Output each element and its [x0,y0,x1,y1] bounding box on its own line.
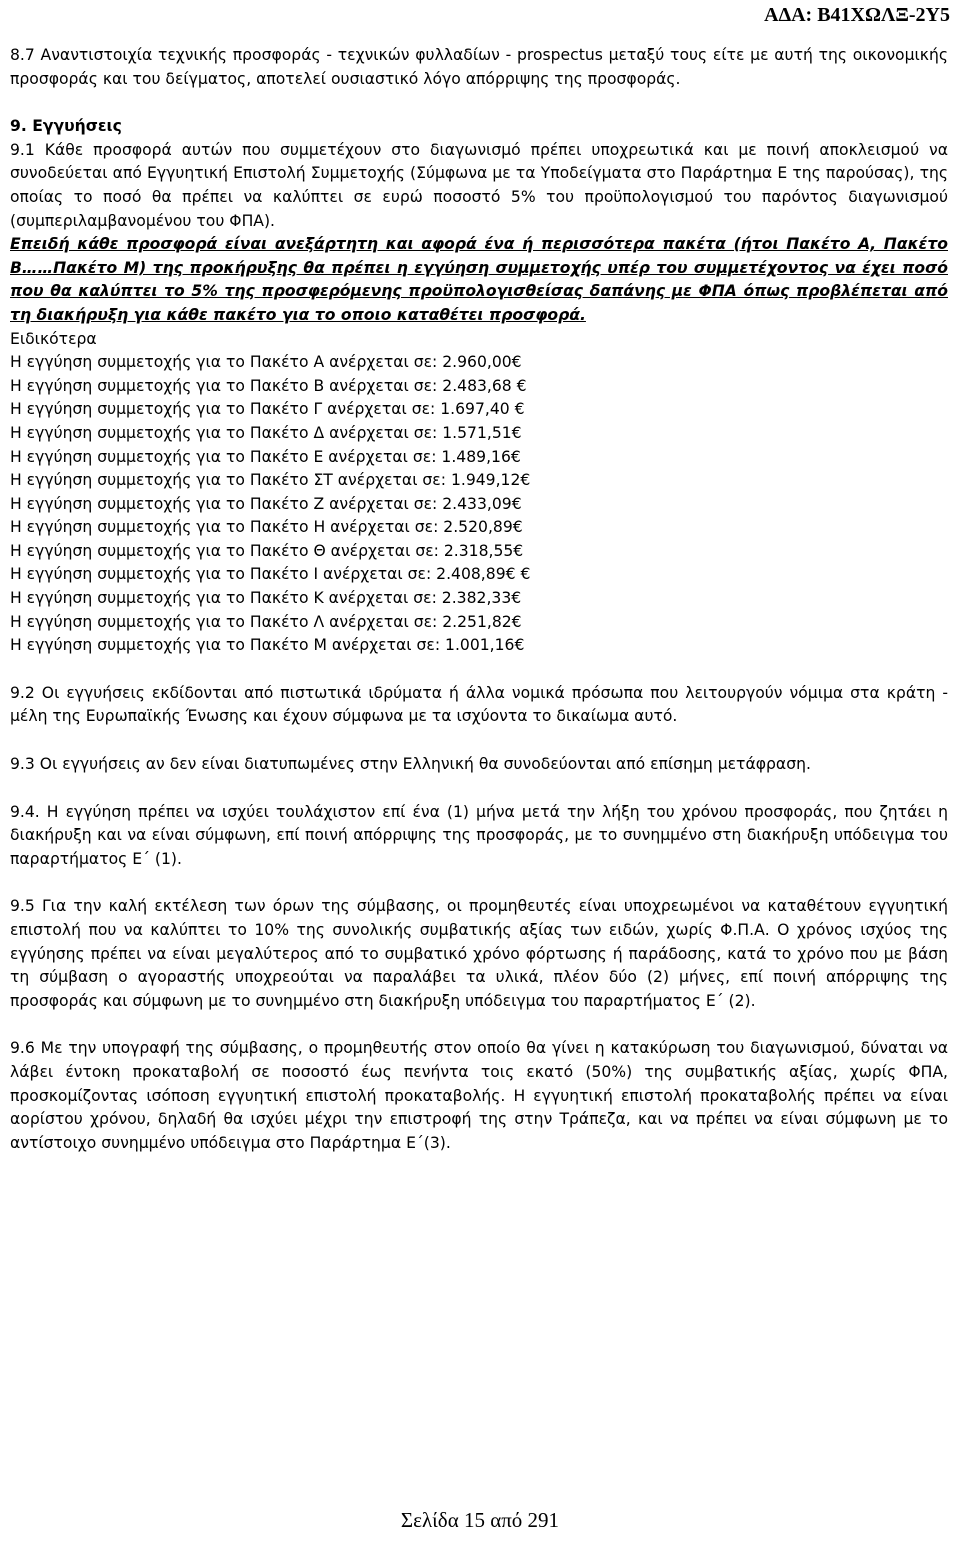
guarantee-item: Η εγγύηση συμμετοχής για το Πακέτο Ι ανέρχεται σε: 2.408,89€ € [10,565,531,584]
guarantee-item: Η εγγύηση συμμετοχής για το Πακέτο Α ανέρχεται σε: 2.960,00€ [10,353,522,372]
guarantee-item: Η εγγύηση συμμετοχής για το Πακέτο Β ανέρχεται σε: 2.483,68 € [10,376,527,395]
ada-header: ΑΔΑ: Β41ΧΩΛΞ-2Υ5 [764,4,950,26]
guarantee-item: Η εγγύηση συμμετοχής για το Πακέτο Δ ανέρχεται σε: 1.571,51€ [10,423,522,442]
section-9-2: 9.2 Οι εγγυήσεις εκδίδονται από πιστωτικά ιδρύματα ή άλλα νομικά πρόσωπα που λειτουργούν νόμιμα στα κράτη - μέλη της Ευρωπαϊκής Ένωσης και έχουν σύμφωνα με τα ισχύοντα το δικαίωμα αυτό. [10,683,948,726]
guarantee-item: Η εγγύηση συμμετοχής για το Πακέτο Ζ ανέρχεται σε: 2.433,09€ [10,494,522,513]
section-9-6: 9.6 Με την υπογραφή της σύμβασης, ο προμηθευτής στον οποίο θα γίνει η κατακύρωση του διαγωνισμού, δύναται να λάβει έντοκη προκαταβολή σε ποσοστό έως πενήντα τοις εκατό (50%) της συμβατικής αξίας, χωρίς ΦΠΑ, προσκομίζοντας ισόποση εγγυητική επιστολή προκαταβολής. Η εγγυητική επιστολή προκαταβολής πρέπει να είναι αορίστου χρόνου, δηλαδή θα ισχύει μέχρι την επιστροφή της στην Τράπεζα, και να πρέπει να είναι σύμφωνη με το αντίστοιχο συνημμένο υπόδειγμα στο Παράρτημα Ε΄(3). [10,1039,948,1152]
guarantee-item: Η εγγύηση συμμετοχής για το Πακέτο Η ανέρχεται σε: 2.520,89€ [10,518,523,537]
section-9-4: 9.4. Η εγγύηση πρέπει να ισχύει τουλάχιστον επί ένα (1) μήνα μετά την λήξη του χρόνου προσφοράς, που ζητάει η διακήρυξη και να είναι σύμφωνη, επί ποινή απόρριψης της προσφοράς, με το συνημμένο στη διακήρυξη υπόδειγμα του παραρτήματος Ε΄ (1). [10,802,948,868]
guarantee-item: Η εγγύηση συμμετοχής για το Πακέτο Θ ανέρχεται σε: 2.318,55€ [10,541,524,560]
guarantee-item: Η εγγύηση συμμετοχής για το Πακέτο Μ ανέρχεται σε: 1.001,16€ [10,636,525,655]
guarantee-item: Η εγγύηση συμμετοχής για το Πακέτο Ε ανέρχεται σε: 1.489,16€ [10,447,521,466]
guarantee-item: Η εγγύηση συμμετοχής για το Πακέτο ΣΤ ανέρχεται σε: 1.949,12€ [10,471,531,490]
guarantee-item: Η εγγύηση συμμετοχής για το Πακέτο Γ ανέρχεται σε: 1.697,40 € [10,400,525,419]
section-9-3: 9.3 Οι εγγυήσεις αν δεν είναι διατυπωμένες στην Ελληνική θα συνοδεύονται από επίσημη μετάφραση. [10,755,811,774]
guarantee-list [10,351,948,658]
page-number: Σελίδα 15 από 291 [400,1508,560,1532]
document-body [10,44,948,1155]
guarantee-item: Η εγγύηση συμμετοχής για το Πακέτο Λ ανέρχεται σε: 2.251,82€ [10,612,522,631]
section-8-7: 8.7 Αναντιστοιχία τεχνικής προσφοράς - τεχνικών φυλλαδίων - prospectus μεταξύ τους είτε με αυτή της οικονομικής προσφοράς και του δείγματος, αποτελεί ουσιαστικό λόγο απόρριψης της προσφοράς. [10,46,948,88]
guarantee-item: Η εγγύηση συμμετοχής για το Πακέτο Κ ανέρχεται σε: 2.382,33€ [10,589,522,608]
section-9-5: 9.5 Για την καλή εκτέλεση των όρων της σύμβασης, οι προμηθευτές είναι υποχρεωμένοι να καταθέτουν εγγυητική επιστολή που να καλύπτει το 10% της συνολικής συμβατικής αξίας των ειδών, χωρίς Φ.Π.Α. Ο χρόνος ισχύος της εγγύησης πρέπει να είναι μεγαλύτερος από το συμβατικό χρόνο φόρτωσης ή παράδοσης, κατά το χρόνο που με βάση τη σύμβαση ο αγοραστής υποχρεούται να παραλάβει τα υλικά, πλέον δύο (2) μήνες, επί ποινή απόρριψης της προσφοράς και σύμφωνη με το συνημμένο στη διακήρυξη υπόδειγμα του παραρτήματος Ε΄ (2). [10,897,948,1010]
section-9-1-emphasis: Επειδή κάθε προσφορά είναι ανεξάρτητη και αφορά ένα ή περισσότερα πακέτα (ήτοι Πακέτο Α, Πακέτο Β……Πακέτο Μ) της προκήρυξης θα πρέπει η εγγύηση συμμετοχής υπέρ του συμμετέχοντος να έχει ποσό που θα καλύπτει το 5% της προσφερόμενης προϋπολογισθείσας δαπάνης με ΦΠΑ όπως προβλέπεται από τη διακήρυξη για κάθε πακέτο για το οποιο καταθέτει προσφορά. [10,235,948,324]
section-9-title: 9. Εγγυήσεις [10,117,122,136]
section-9-1: 9.1 Κάθε προσφορά αυτών που συμμετέχουν στο διαγωνισμό πρέπει υποχρεωτικά και με ποινή αποκλεισμού να συνοδεύεται από Εγγυητική Επιστολή Συμμετοχής (Σύμφωνα με τα Υποδείγματα στο Παράρτημα Ε της παρούσας), της οποίας το ποσό θα πρέπει να καλύπτει σε ευρώ ποσοστό 5% του προϋπολογισμού του παρόντος διαγωνισμού (συμπεριλαμβανομένου του ΦΠΑ). [10,140,948,230]
specifically-label: Ειδικότερα [10,329,97,348]
